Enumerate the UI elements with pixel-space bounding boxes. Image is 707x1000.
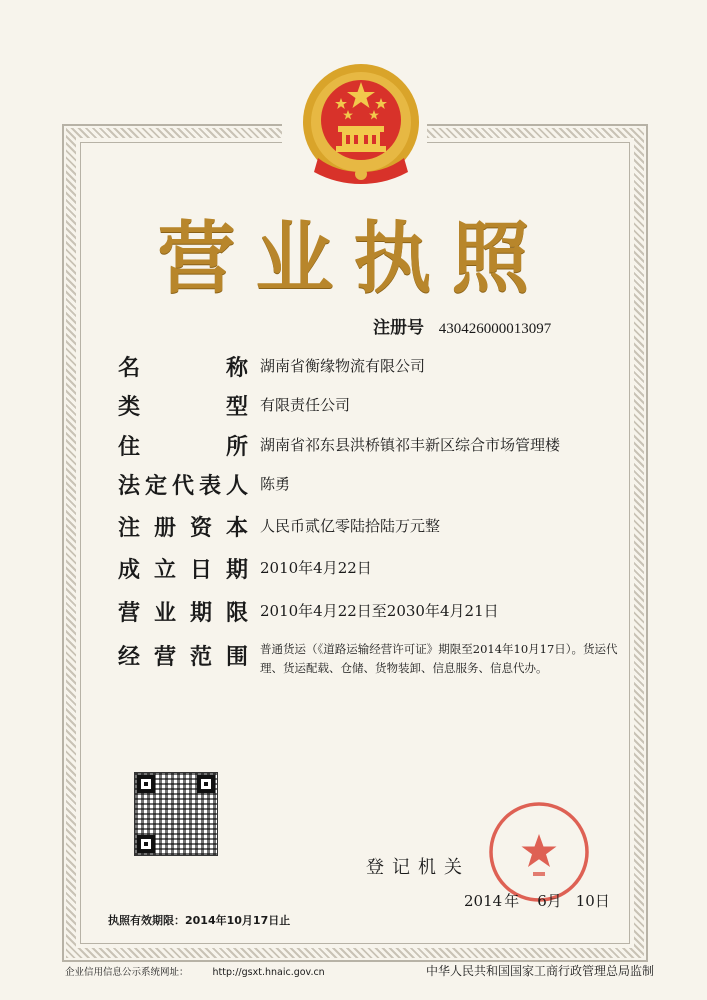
official-seal-icon (487, 800, 591, 904)
field-label: 经 营 范 围 (118, 645, 248, 670)
footer-supervisor: 中华人民共和国国家工商行政管理总局监制 (426, 964, 655, 978)
field-label: 名 称 (118, 356, 248, 381)
field-value: 人民币贰亿零陆拾陆万元整 (260, 517, 441, 535)
field-label: 营 业 期 限 (118, 601, 248, 626)
registration-number (373, 313, 551, 338)
issue-date: 2014 年 6月 10日 (464, 892, 610, 910)
field-value: 普通货运（《道路运输经营许可证》期限至2014年10月17日）。货运代理、货运配载、仓储、货物装卸、信息服务、信息代办。 (260, 642, 618, 675)
issue-day: 10 (575, 892, 595, 910)
issue-year: 2014 (464, 892, 503, 910)
field-value: 2010年4月22日 (260, 559, 372, 577)
field-value: 有限责任公司 (260, 396, 351, 414)
field-label: 法 定 代 表 人 (118, 474, 248, 499)
field-label: 注 册 资 本 (118, 516, 248, 541)
field-label: 成 立 日 期 (118, 558, 248, 583)
registration-label: 注册号 (373, 318, 424, 338)
field-label: 类 型 (118, 395, 248, 420)
license-title: 营业执照 (157, 213, 550, 304)
field-value: 陈勇 (260, 475, 291, 493)
field-value: 湖南省祁东县洪桥镇祁丰新区综合市场管理楼 (260, 436, 561, 454)
national-emblem-icon (296, 60, 426, 190)
issue-month: 6 (537, 892, 547, 910)
registration-authority: 登记机关 (366, 857, 470, 878)
footer-website (65, 964, 325, 978)
registration-value: 430426000013097 (438, 321, 552, 337)
validity-period: 执照有效期限：2014年10月17日止 (108, 914, 291, 927)
footer-website-label: 企业信用信息公示系统网址： (65, 967, 189, 978)
footer-website-url[interactable]: http://gsxt.hnaic.gov.cn (212, 967, 325, 978)
field-value: 2010年4月22日至2030年4月21日 (260, 602, 499, 620)
qr-code-icon (134, 772, 218, 856)
field-label: 住 所 (118, 435, 248, 460)
field-value: 湖南省衡缘物流有限公司 (260, 357, 426, 375)
